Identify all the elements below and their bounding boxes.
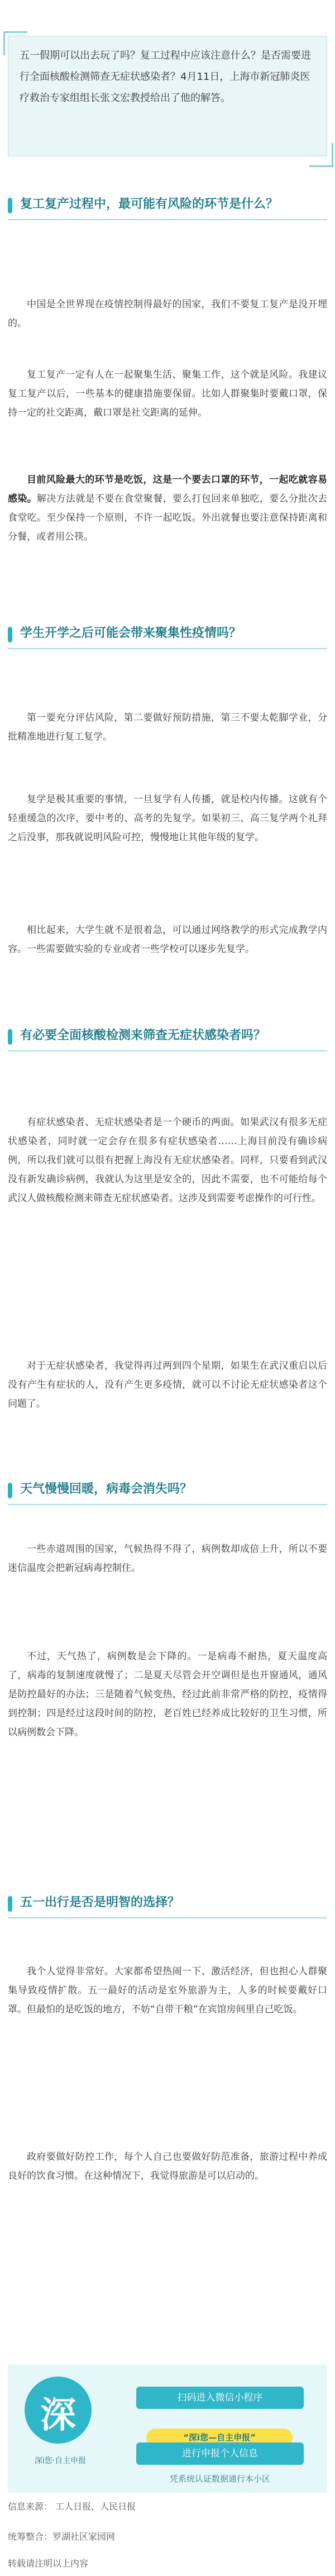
q4-paragraph-1: 一些赤道周围的国家，气候热得不得了，病例数却成倍上升，所以不要迷信温度会把新冠病毒控制住。: [8, 1544, 327, 1574]
intro-box: [8, 36, 327, 156]
q1-paragraph-3: [8, 470, 327, 546]
heading-bar-icon: [8, 198, 12, 213]
miniprogram-name-tag: “深i您—自主申报”: [146, 2429, 293, 2446]
pass-note: 凭系统认证数据通行本小区: [169, 2474, 270, 2484]
q4-paragraph-2: 不过，天气热了，病例数是会下降的。一是病毒不耐热，夏天温度高了，病毒的复制速度就慢了；二是夏天尽管会开空调但是也开窗通风，通风是防控最好的办法；三是随着气候变热，经过此前非常严格的防控，疫情得到控制；四是经过这段时间的防控，老百姓已经养成比较好的卫生习惯，所以病例数会下降。: [8, 1651, 327, 1738]
q4-title: 天气慢慢回暖，病毒会消失吗？: [20, 1482, 193, 1496]
heading-bar-icon: [8, 1896, 12, 1912]
q1-paragraph-2: 复工复产一定有人在一起聚集生活、聚集工作，这个就是风险。我建议复工复产以后，一些基本的健康措施要保留。比如人群聚集时要戴口罩，保持一定的社交距离，戴口罩是社交距离的延伸。: [8, 369, 327, 418]
declare-info-button[interactable]: 进行申报个人信息: [136, 2442, 304, 2465]
q2-heading: [8, 623, 327, 644]
q1-heading: [8, 194, 327, 215]
q4-heading: [8, 1479, 327, 1499]
q1-paragraph-3-rest: 解决方法就是不要在食堂聚餐，要么打包回来单独吃，要么分批次去食堂吃。至少保持一个原则，不许一起吃饭。外出就餐也要注意保持距离和分餐，或者用公筷。: [8, 493, 327, 542]
scan-miniprogram-button[interactable]: 扫码进入微信小程序: [136, 2387, 304, 2409]
q2-title: 学生开学之后可能会带来聚集性疫情吗？: [20, 626, 242, 640]
q3-heading: [8, 1026, 327, 1046]
heading-underline: [8, 1917, 327, 1918]
q5-paragraph-1: 我个人觉得非常好。大家都希望热闹一下、激活经济，但也担心人群聚集导致疫情扩散。五一最好的活动是室外旅游为主，人多的时候要戴好口罩。但最怕的是吃饭的地方，不妨“自带干粮”在宾馆房间里自己吃饭。: [8, 1966, 327, 2015]
heading-bar-icon: [8, 1483, 12, 1498]
repost-notice: 转载请注明以上内容: [8, 2558, 89, 2569]
q3-title: 有必要全面核酸检测来筛查无症状感染者吗？: [20, 1029, 266, 1042]
q2-paragraph-3: 相比起来，大学生就不是很着急，可以通过网络教学的形式完成教学内容。一些需要做实验的专业或者一些学校可以逐步先复学。: [8, 925, 327, 955]
registration-banner: [8, 2364, 327, 2493]
q5-title: 五一出行是否是明智的选择？: [20, 1896, 180, 1910]
info-source: 信息来源： 工人日报，人民日报: [8, 2501, 136, 2512]
heading-underline: [8, 1050, 327, 1051]
heading-underline: [8, 219, 327, 220]
q2-paragraph-1: 第一要充分评估风险，第二要做好预防措施，第三不要太乾脚学业，分批精准地进行复工复学。: [8, 712, 327, 742]
heading-bar-icon: [8, 1029, 12, 1045]
logo-caption: 深i您·自主申报: [34, 2456, 87, 2465]
q2-paragraph-2: 复学是极其重要的事情，一旦复学有人传播，就是校内传播。这就有个轻重缓急的次序，要中考的、高考的先复学。如果初三、高三复学两个礼拜之后没事，那我就说明风险可控，慢慢地让其他年级的复学。: [8, 794, 327, 843]
editor-credit: 统筹整合：罗湖社区家园网: [8, 2531, 116, 2542]
q3-paragraph-1: 有症状感染者、无症状感染者是一个硬币的两面。如果武汉有很多无症状感染者，同时就一定会存在很多有症状感染者……上海目前没有确诊病例，所以我们就可以很有把握上海没有无症状感染者。同样，只要看到武汉没有新发确诊病例，我就认为这里是安全的，因此不需要，也不可能给每个武汉人做核酸检测来筛查无症状感染者。这涉及到需要考虑操作的可行性。: [8, 1117, 327, 1204]
q1-paragraph-3-bold: 目前风险最大的环节是吃饭，这是一个要去口罩的环节，一起吃就容易感染。: [8, 474, 327, 504]
logo-char: 深: [40, 2395, 76, 2436]
heading-underline: [8, 1504, 327, 1505]
q1-paragraph-1: 中国是全世界现在疫情控制得最好的国家，我们不要复工复产是没开埋的。: [8, 299, 327, 329]
shen-logo-icon: [25, 2377, 92, 2444]
intro-text: 五一假期可以出去玩了吗？复工过程中应该注意什么？是否需要进行全面核酸检测筛查无症状感染者？4月11日，上海市新冠肺炎医疗救治专家组组长张文宏教授给出了他的解答。: [20, 50, 311, 104]
q3-paragraph-2: 对于无症状感染者，我觉得再过两到四个星期，如果生在武汉重启以后没有产生有症状的人，没有产生更多疫情，就可以不讨论无症状感染者这个问题了。: [8, 1360, 327, 1410]
q5-paragraph-2: 政府要做好防控工作，每个人自己也要做好防范准备，旅游过程中养成良好的饮食习惯。在这种情况下，我觉得旅游是可以启动的。: [8, 2151, 327, 2182]
heading-bar-icon: [8, 627, 12, 642]
heading-underline: [8, 648, 327, 649]
q5-heading: [8, 1893, 327, 1913]
q1-title: 复工复产过程中，最可能有风险的环节是什么？: [20, 197, 279, 211]
